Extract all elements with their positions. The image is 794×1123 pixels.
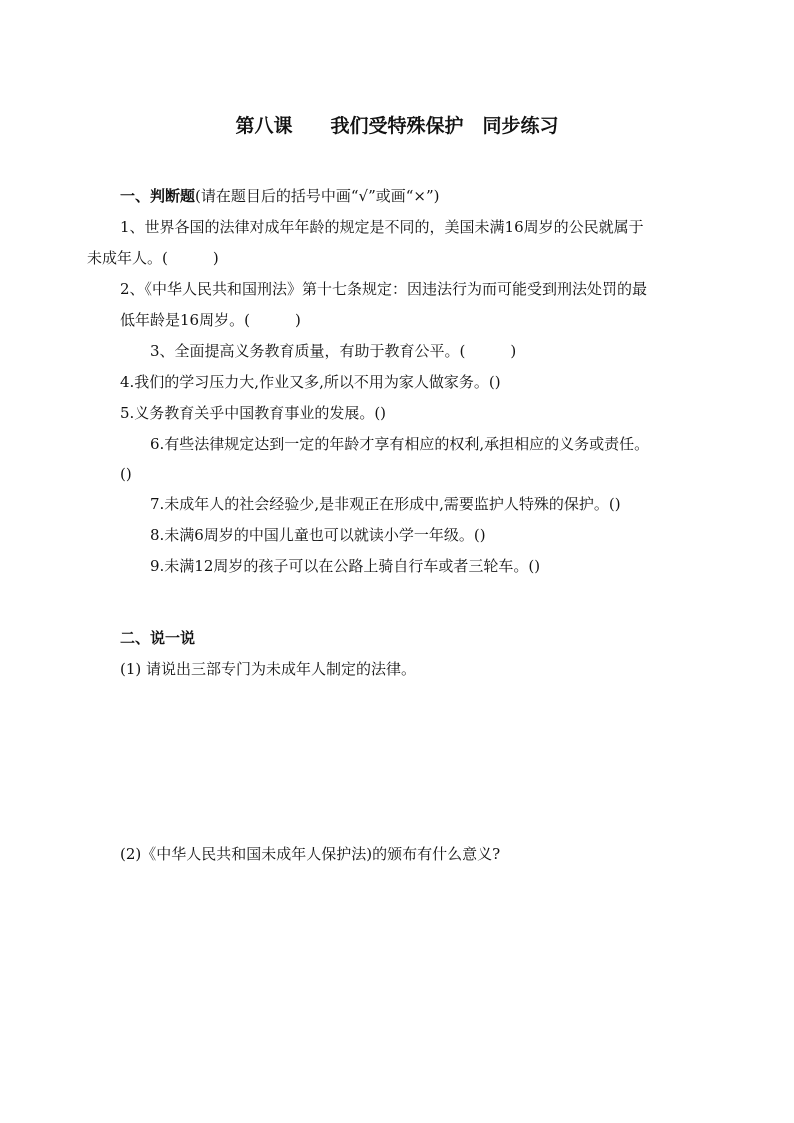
question-6-line-2: () xyxy=(120,465,132,483)
section1-instruction: (请在题目后的括号中画“√”或画“×”) xyxy=(195,187,440,205)
question-3: 3、全面提高义务教育质量，有助于教育公平。( ) xyxy=(150,342,517,360)
question-4: 4.我们的学习压力大,作业又多,所以不用为家人做家务。() xyxy=(120,373,501,391)
section2-question-2: (2)《中华人民共和国未成年人保护法)的颁布有什么意义? xyxy=(120,845,501,863)
question-2-line-2: 低年龄是16周岁。( ) xyxy=(120,311,301,329)
question-1-line-2: 未成年人。( ) xyxy=(87,249,219,267)
question-1-line-1: 1、世界各国的法律对成年年龄的规定是不同的，美国未满16周岁的公民就属于 xyxy=(120,218,644,236)
question-2-line-1: 2、《中华人民共和国刑法》第十七条规定：因违法行为而可能受到刑法处罚的最 xyxy=(120,280,648,298)
question-8: 8.未满6周岁的中国儿童也可以就读小学一年级。() xyxy=(150,526,486,544)
question-6-line-1: 6.有些法律规定达到一定的年龄才享有相应的权利,承担相应的义务或责任。 xyxy=(150,435,650,453)
section1-heading xyxy=(120,186,440,206)
section2-question-1: (1) 请说出三部专门为未成年人制定的法律。 xyxy=(120,660,417,678)
question-5: 5.义务教育关乎中国教育事业的发展。() xyxy=(120,404,387,422)
section2-heading: 二、说一说 xyxy=(120,629,196,647)
question-9: 9.未满12周岁的孩子可以在公路上骑自行车或者三轮车。() xyxy=(150,557,541,575)
question-7: 7.未成年人的社会经验少,是非观正在形成中,需要监护人特殊的保护。() xyxy=(150,495,621,513)
page-title: 第八课 我们受特殊保护 同步练习 xyxy=(235,115,559,137)
section1-heading-text: 一、判断题 xyxy=(120,187,196,205)
